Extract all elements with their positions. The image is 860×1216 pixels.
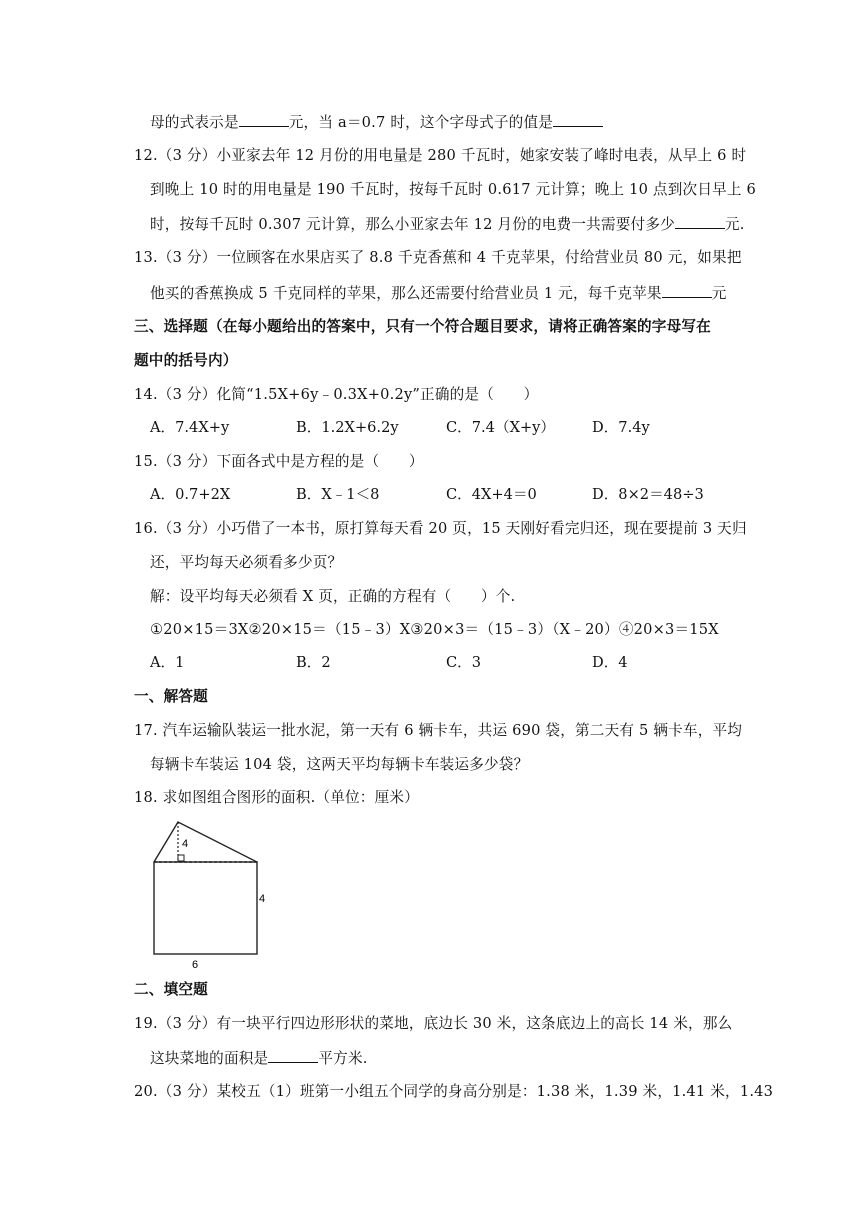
question-19-line-1 [134,1014,732,1034]
text-segment: 他买的香蕉换成 5 千克同样的苹果，那么还需要付给营业员 1 元，每千克苹果 [150,285,662,302]
text-segment: 19.（3 分）有一块平行四边形形状的菜地，底边长 30 米，这条底边上的高长 14 米，那么 [134,1015,733,1032]
rectangle-height-label: 4 [259,893,266,905]
option-a: A．0.7+2X [150,486,231,503]
question-13-line-1 [134,248,742,268]
section-heading-cont [134,351,238,371]
text-segment: 题中的括号内） [134,352,238,369]
question-20-line-1 [134,1082,773,1102]
answer-blank [239,112,289,127]
question-16-line-1 [134,519,747,539]
text-segment: 13.（3 分）一位顾客在水果店买了 8.8 千克香蕉和 4 千克苹果，付给营业员 80 元，如果把 [134,249,742,266]
right-angle-mark [178,855,184,861]
option-c: C．4X+4＝0 [446,486,537,503]
question-12-line-1 [134,146,746,166]
text-segment: 14.（3 分）化简“1.5X+6y﹣0.3X+0.2y”正确的是（ ） [134,386,539,403]
section-heading [134,980,208,1000]
question-15 [134,452,424,472]
text-segment: ①20×15＝3X②20×15＝（15﹣3）X③20×3＝（15﹣3）（X﹣20）④20×3＝15X [150,621,719,638]
base-label: 6 [192,959,199,968]
text-segment: 元，当 a＝0.7 时，这个字母式子的值是 [288,114,554,131]
section-heading [134,687,208,707]
question-16-line-3 [150,587,515,607]
text-segment: 17. 汽车运输队装运一批水泥，第一天有 6 辆卡车，共运 690 袋，第二天有 5 辆卡车，平均 [134,722,743,739]
option-b: B．X﹣1＜8 [296,486,380,503]
question-13-line-2 [150,283,727,304]
text-line [150,112,603,133]
text-segment: 每辆卡车装运 104 袋，这两天平均每辆卡车装运多少袋？ [150,756,529,773]
option-b: B．1.2X+6.2y [296,419,399,436]
text-segment: 到晚上 10 时的用电量是 190 千瓦时，按每千瓦时 0.617 元计算；晚上 10 点到次日早上 6 [150,181,757,198]
triangle-height-label: 4 [182,838,189,850]
option-a: A．1 [150,654,185,671]
option-c: C．7.4（X+y） [446,419,556,436]
answer-blank [268,1048,318,1063]
composite-shape-figure [146,818,276,968]
question-16-line-2 [150,553,342,573]
answer-blank [553,112,603,127]
text-segment: 18. 求如图组合图形的面积.（单位：厘米） [134,789,419,806]
question-14 [134,385,538,405]
text-segment: 15.（3 分）下面各式中是方程的是（ ） [134,453,424,470]
option-d: D．4 [592,654,628,671]
answer-blank [675,214,725,229]
section-heading [134,317,711,337]
text-segment: 12.（3 分）小亚家去年 12 月份的用电量是 280 千瓦时，她家安装了峰时电表，从早上 6 时 [134,147,747,164]
text-segment: 这块菜地的面积是 [150,1050,269,1067]
question-18 [134,788,419,808]
text-segment: 时，按每千瓦时 0.307 元计算，那么小亚家去年 12 月份的电费一共需要付多少 [150,216,675,233]
answer-blank [662,283,712,298]
text-segment: 元 [711,285,727,302]
triangle-shape [154,822,257,862]
text-segment: 20.（3 分）某校五（1）班第一小组五个同学的身高分别是：1.38 米，1.39 米，1.41 米，1.43 [134,1083,774,1100]
question-12-line-2 [150,180,756,200]
text-segment: 一、解答题 [134,688,208,705]
rectangle-shape [154,862,257,954]
question-17-line-2 [150,755,528,775]
question-17-line-1 [134,721,742,741]
option-c: C．3 [446,654,482,671]
question-19-line-2 [150,1048,368,1069]
option-a: A．7.4X+y [150,419,230,436]
text-segment: 平方米. [318,1050,368,1067]
option-d: D．7.4y [592,419,650,436]
text-segment: 母的式表示是 [150,114,239,131]
text-segment: 还，平均每天必须看多少页？ [150,554,343,571]
question-12-line-3 [150,214,745,235]
text-segment: 三、选择题（在每小题给出的答案中，只有一个符合题目要求，请将正确答案的字母写在 [134,318,711,335]
text-segment: 解：设平均每天必须看 X 页，正确的方程有（ ）个. [150,588,516,605]
option-d: D．8×2＝48÷3 [592,486,704,503]
text-segment: 二、填空题 [134,981,208,998]
text-segment: 元. [724,216,745,233]
question-16-equations [150,620,719,640]
text-segment: 16.（3 分）小巧借了一本书，原打算每天看 20 页，15 天刚好看完归还，现在要提前 3 天归 [134,520,747,537]
option-b: B．2 [296,654,331,671]
